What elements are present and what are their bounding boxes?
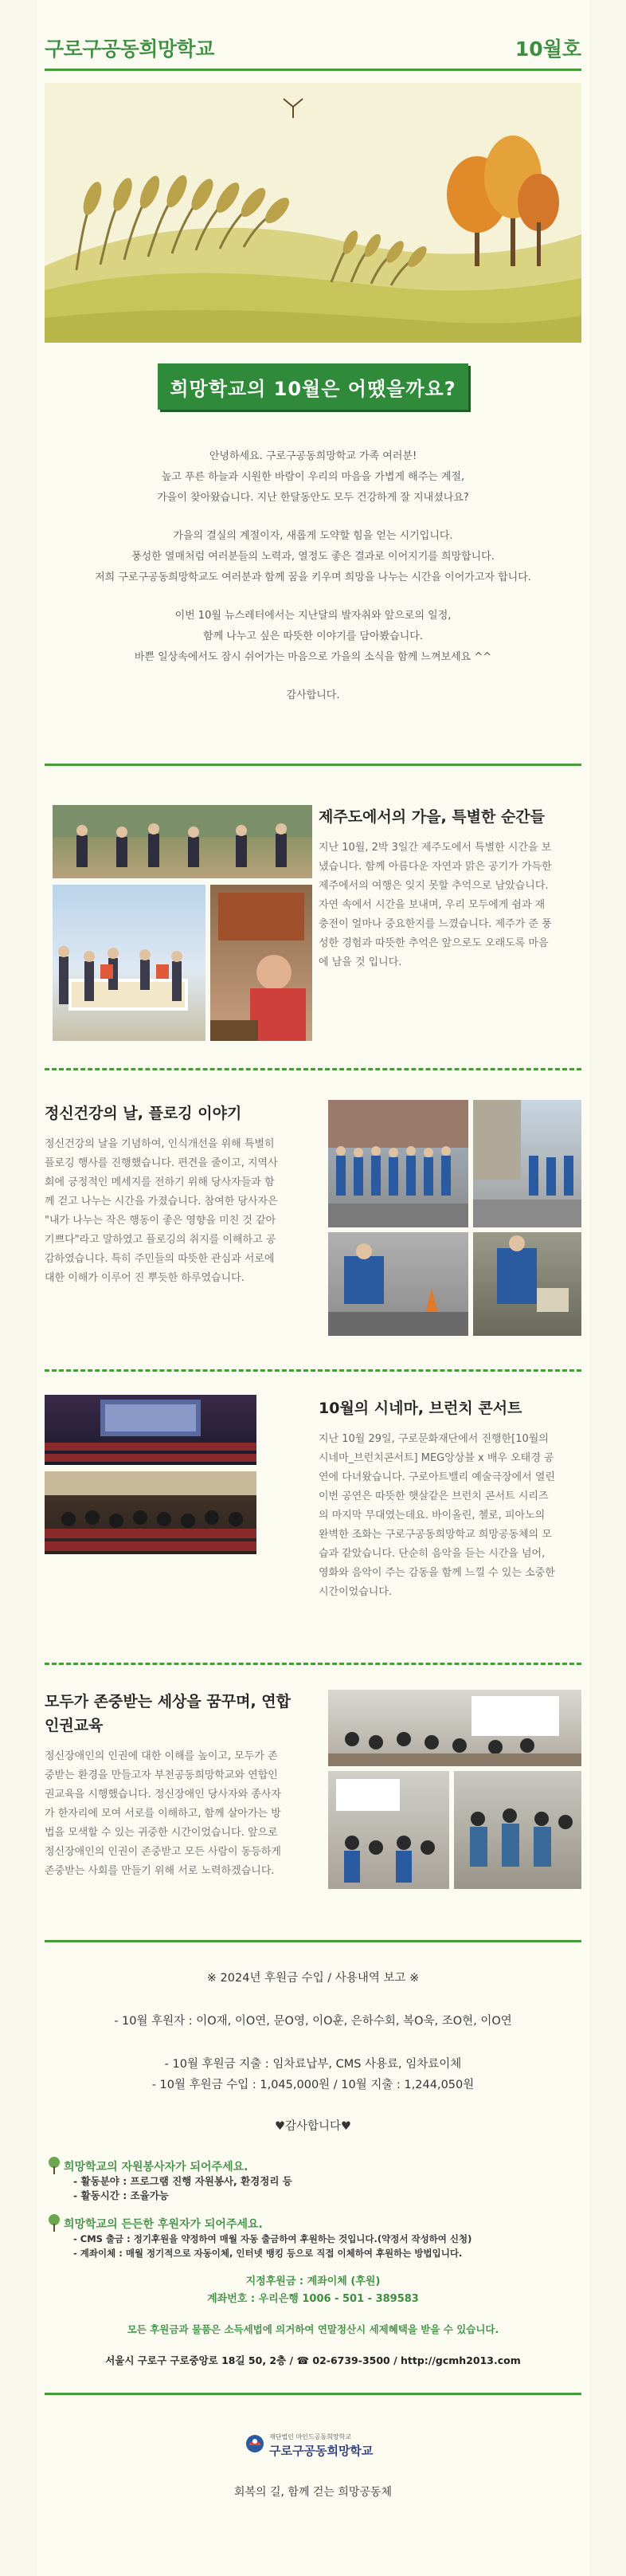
volunteer-title: 희망학교의 자원봉사자가 되어주세요. bbox=[64, 2161, 248, 2174]
section-divider bbox=[45, 1068, 581, 1070]
hero-autumn-illustration bbox=[45, 83, 581, 343]
section-body-human-rights: 정신장애인의 인권에 대한 이해를 높이고, 모두가 존 중받는 환경을 만들고자 부천공동희망학교와 연합인 권교육을 시행했습니다. 정신장애인 당사자와 종사자 가 한자리에 모여 서로를 이해하고, 함께 살아가는 방 법을 모색할 수 있는 귀중한 시간이었습니다. 앞으로 정신장애인의 인권이 존중받고 모든 사람이 동등하게 존중받는 사회를 만들기 위해 서로 노력하겠습니다. bbox=[45, 1750, 281, 1877]
tree-icon bbox=[48, 2214, 61, 2232]
section-title-jeju: 제주도에서의 가을, 특별한 순간들 bbox=[319, 808, 546, 826]
rights-audience-photo bbox=[328, 1771, 449, 1889]
jeju-beach-photo bbox=[53, 885, 205, 1041]
section-body-cinema: 지난 10월 29일, 구로문화재단에서 진행한[10월의 시네마_브런치콘서트] MEG앙상블 x 배우 오태경 공 연에 다녀왔습니다. 구로아트밸리 예술극장에서 열린 이번 공연은 따뜻한 햇살같은 브런치 콘서트 시리즈 의 마지막 무대였는데요. 바이올린, 첼로, 피아노의 완벽한 조화는 구로구공동희망학교 희망공동체의 모 습과 같았습니다. 단순히 음악을 듣는 시간을 넘어, 영화와 음악이 주는 감동을 함께 느낄 수 있는 소중한 시간이었습니다. bbox=[319, 1433, 555, 1598]
newsletter-title: 구로구공동희망학교 bbox=[45, 37, 214, 61]
cinema-screen-photo bbox=[45, 1395, 256, 1465]
section-divider bbox=[45, 764, 581, 766]
org-logo-icon bbox=[245, 2434, 264, 2453]
org-subtitle: 재단법인 마인드공동희망학교 bbox=[269, 2433, 352, 2441]
rights-discussion-photo bbox=[454, 1771, 581, 1889]
volunteer-line-1: - 활동분야 : 프로그램 진행 자원봉사, 환경정리 등 bbox=[73, 2175, 292, 2187]
headline-text: 희망학교의 10월은 어땠을까요? bbox=[170, 377, 456, 400]
account-number: 계좌번호 : 우리은행 1006 - 501 - 389583 bbox=[207, 2293, 419, 2305]
section-body-jeju: 지난 10월, 2박 3일간 제주도에서 특별한 시간을 보 냈습니다. 함께 아름다운 자연과 맑은 공기가 가득한 제주에서의 여행은 잊지 못할 추억으로 남았습니다. 자연 속에서 시간을 보내며, 우리 모두에게 쉼과 재 충전이 얼마나 중요한지를 느꼈습니다. 제주가 준 풍 성한 경험과 따뜻한 추억은 앞으로도 오래도록 마음 에 남을 것 입니다. bbox=[319, 842, 552, 968]
plogging-street-photo bbox=[473, 1100, 581, 1227]
volunteer-line-2: - 활동시간 : 조율가능 bbox=[73, 2189, 169, 2201]
sponsor-title: 희망학교의 든든한 후원자가 되어주세요. bbox=[64, 2218, 263, 2231]
headline-banner bbox=[158, 363, 468, 410]
section-title-human-rights: 모두가 존중받는 세상을 꿈꾸며, 연합 인권교육 bbox=[45, 1693, 291, 1734]
income-expense-totals: - 10월 후원금 수입 : 1,045,000원 / 10월 지출 : 1,244,050원 bbox=[151, 2079, 475, 2091]
donation-report-heading: ※ 2024년 후원금 수입 / 사용내역 보고 ※ bbox=[206, 1972, 420, 1985]
jeju-group-photo bbox=[53, 805, 312, 878]
intro-paragraph-1: 안녕하세요. 구로구공동희망학교 가족 여러분! 높고 푸른 하늘과 시원한 바람이 우리의 마음을 가볍게 해주는 계절, 가을이 찾아왔습니다. 지난 한달동안도 모두 건강하게 잘 지내셨나요? bbox=[157, 450, 469, 504]
summary-thanks: ♥감사합니다♥ bbox=[274, 2120, 352, 2133]
account-type: 지정후원금 : 계좌이체 (후원) bbox=[245, 2276, 381, 2287]
plogging-group-photo bbox=[328, 1100, 468, 1227]
section-divider bbox=[45, 1369, 581, 1372]
jeju-restaurant-photo bbox=[210, 885, 312, 1041]
rights-lecture-photo bbox=[328, 1690, 581, 1766]
spending-list: - 10월 후원금 지출 : 임차료납부, CMS 사용료, 임차료이체 bbox=[164, 2058, 462, 2071]
section-title-plogging: 정신건강의 날, 플로깅 이야기 bbox=[45, 1105, 242, 1122]
intro-paragraph-2: 가을의 결실의 계절이자, 새롭게 도약할 힘을 얻는 시기입니다. 풍성한 열매처럼 여러분들의 노력과, 열정도 좋은 결과로 이어지기를 희망합니다. 저희 구로구공동희망학교도 여러분과 함께 꿈을 키우며 희망을 나누는 시간을 이어가고자 합니다. bbox=[95, 530, 531, 583]
section-divider bbox=[45, 1940, 581, 1942]
cinema-audience-photo bbox=[45, 1471, 256, 1554]
section-divider bbox=[45, 1663, 581, 1665]
intro-paragraph-3: 이번 10월 뉴스레터에서는 지난달의 발자취와 앞으로의 일정, 함께 나누고 싶은 따뜻한 이야기를 담아봤습니다. 바쁜 일상속에서도 잠시 쉬어가는 마음으로 가을의 소식을 함께 느껴보세요 ^^ bbox=[134, 610, 492, 663]
donor-list: - 10월 후원자 : 이O재, 이O연, 문O영, 이O훈, 은하수회, 복O욱, 조O현, 이O연 bbox=[114, 2015, 512, 2028]
tree-icon bbox=[48, 2157, 61, 2174]
intro-thanks: 감사합니다. bbox=[286, 689, 340, 701]
newsletter-sheet bbox=[37, 0, 589, 2576]
issue-month: 10월호 bbox=[514, 37, 581, 61]
tax-notice: 모든 후원금과 물품은 소득세법에 의거하여 연말정산시 세제혜택을 받을 수 있습니다. bbox=[127, 2323, 499, 2335]
footer-slogan: 회복의 길, 함께 걷는 희망공동체 bbox=[233, 2486, 393, 2499]
plogging-trash-photo bbox=[473, 1232, 581, 1336]
sponsor-line-2: - 계좌이체 : 매월 정기적으로 자동이체, 인터넷 뱅킹 등으로 직접 이체하여 후원하는 방법입니다. bbox=[73, 2248, 463, 2259]
contact-address: 서울시 구로구 구로중앙로 18길 50, 2층 / ☎ 02-6739-3500 / http://gcmh2013.com bbox=[105, 2354, 521, 2366]
sponsor-line-1: - CMS 출금 : 정기후원을 약정하여 매월 자동 출금하여 후원하는 것입니다.(약정서 작성하여 신청) bbox=[73, 2233, 472, 2244]
plogging-cleanup-photo bbox=[328, 1232, 468, 1336]
autumn-landscape-image bbox=[45, 83, 581, 343]
org-name: 구로구공동희망학교 bbox=[269, 2444, 374, 2458]
section-body-plogging: 정신건강의 날을 기념하여, 인식개선을 위해 특별히 플로깅 행사를 진행했습니다. 편견을 줄이고, 지역사 회에 긍정적인 메세지를 전하기 위해 당사자들과 함 께 걷고 나누는 시간을 가졌습니다. 참여한 당사자은 "내가 나누는 작은 행동이 좋은 영향을 미친 것 같아 기쁘다"라고 말하였고 플로깅의 취지를 이해하고 공 감하였습니다. 특히 주민들의 따뜻한 관심과 서로에 대한 이해가 이루어 진 뿌듯한 하루였습니다. bbox=[45, 1138, 278, 1284]
footer-divider bbox=[45, 2393, 581, 2395]
header-divider bbox=[45, 69, 581, 71]
intro-message bbox=[45, 446, 581, 724]
section-title-cinema: 10월의 시네마, 브런치 콘서트 bbox=[319, 1400, 522, 1417]
